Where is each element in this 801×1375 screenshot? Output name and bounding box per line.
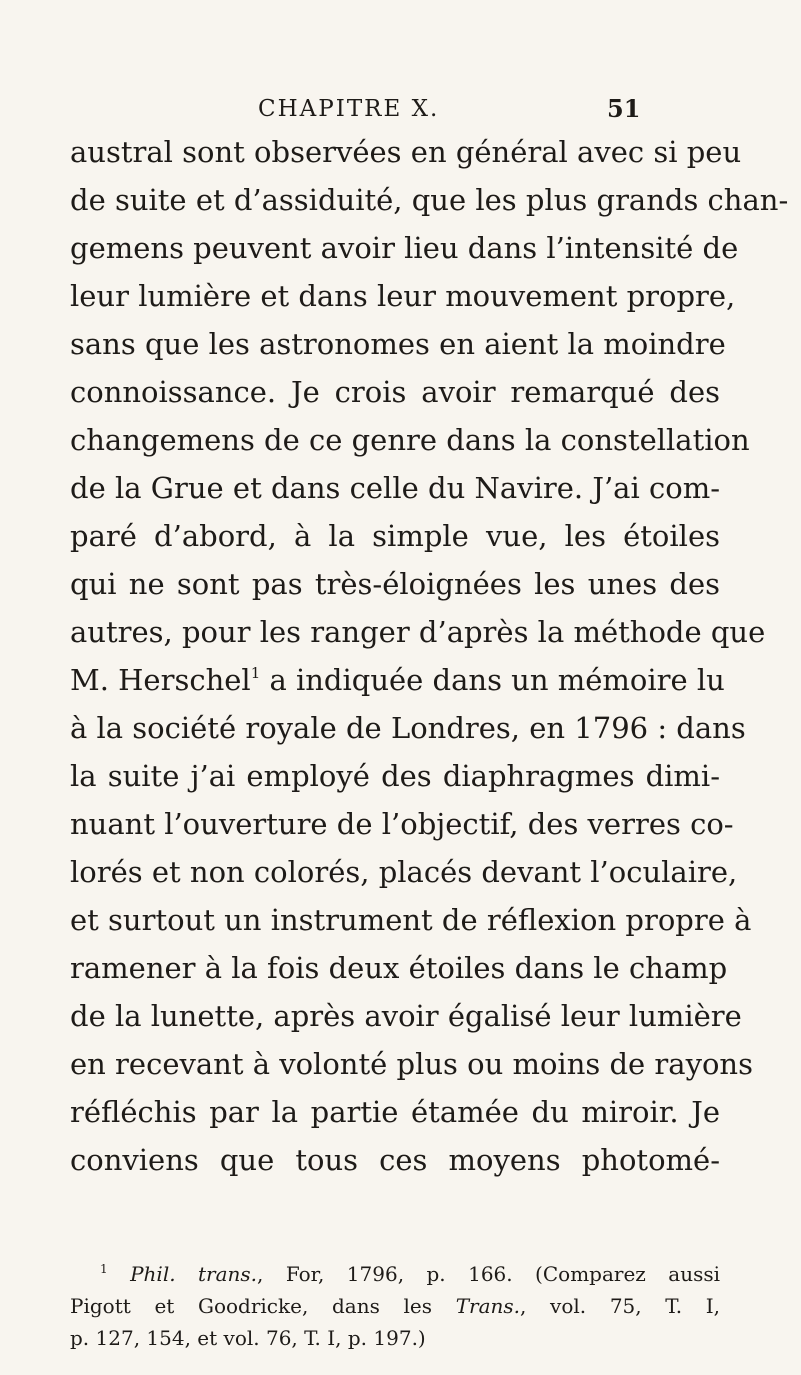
text-line: de la Grue et dans celle du Navire. J’ai com- <box>70 471 720 505</box>
footnote <box>70 1258 720 1354</box>
text-line: qui ne sont pas très-éloignées les unes des <box>70 567 720 601</box>
text-line: lorés et non colorés, placés devant l’oculaire, <box>70 855 738 889</box>
text-line: paré d’abord, à la simple vue, les étoiles <box>70 519 720 553</box>
footnote-line <box>70 1290 720 1322</box>
footnote-line: p. 127, 154, et vol. 76, T. I, p. 197.) <box>70 1326 426 1350</box>
journal-title: Phil. trans. <box>130 1262 258 1286</box>
text-line: austral sont observées en général avec si peu <box>70 135 742 169</box>
text-segment: , For, 1796, p. 166. (Comparez aussi <box>257 1262 720 1286</box>
text-line: changemens de ce genre dans la constellation <box>70 423 750 457</box>
text-line: gemens peuvent avoir lieu dans l’intensité de <box>70 231 739 265</box>
footnote-line <box>70 1258 720 1290</box>
text-segment: M. Herschel <box>70 663 251 697</box>
text-line: à la société royale de Londres, en 1796 : dans <box>70 711 746 745</box>
text-segment: , vol. 75, T. I, <box>520 1294 720 1318</box>
text-line: de suite et d’assiduité, que les plus grands chan- <box>70 183 789 217</box>
body-text <box>70 128 789 1184</box>
text-line: en recevant à volonté plus ou moins de rayons <box>70 1047 753 1081</box>
text-line: de la lunette, après avoir égalisé leur lumière <box>70 999 742 1033</box>
text-segment: Pigott et Goodricke, dans les <box>70 1294 456 1318</box>
footnote-reference[interactable]: 1 <box>250 664 261 682</box>
page-number: 51 <box>607 94 641 123</box>
text-line: autres, pour les ranger d’après la méthode que <box>70 615 766 649</box>
text-line: et surtout un instrument de réflexion propre à <box>70 903 752 937</box>
text-line: nuant l’ouverture de l’objectif, des verres co- <box>70 807 734 841</box>
journal-title: Trans. <box>455 1294 521 1318</box>
text-segment: a indiquée dans un mémoire lu <box>260 663 725 697</box>
text-line: la suite j’ai employé des diaphragmes dimi- <box>70 759 720 793</box>
text-line-with-footnote-ref <box>70 656 725 704</box>
text-line: conviens que tous ces moyens photomé- <box>70 1143 720 1177</box>
text-line: sans que les astronomes en aient la moindre <box>70 327 726 361</box>
text-line: réfléchis par la partie étamée du miroir. Je <box>70 1095 720 1129</box>
text-line: ramener à la fois deux étoiles dans le champ <box>70 951 728 985</box>
chapter-title: CHAPITRE X. <box>258 96 440 122</box>
running-head <box>0 94 801 124</box>
footnote-mark: 1 <box>100 1262 108 1276</box>
text-line: connoissance. Je crois avoir remarqué des <box>70 375 720 409</box>
text-line: leur lumière et dans leur mouvement propre, <box>70 279 736 313</box>
